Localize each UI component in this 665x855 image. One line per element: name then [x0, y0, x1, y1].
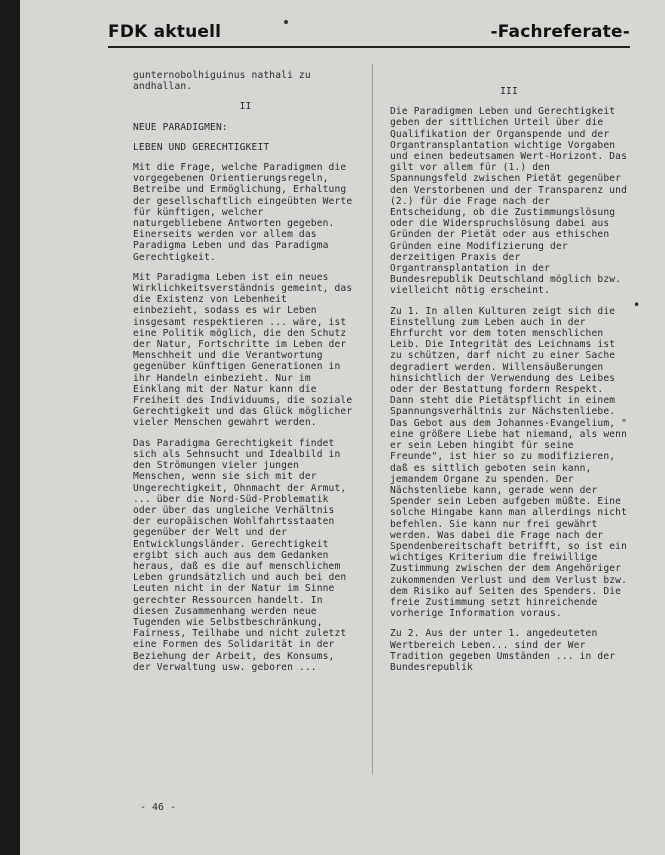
- column-divider: [372, 64, 373, 774]
- header-right-title: -Fachreferate-: [490, 22, 630, 42]
- header-dot-mark: [284, 20, 288, 24]
- paragraph: Mit die Frage, welche Paradigmen die vorgegebenen Orientierungsregeln, Betreibe und Ermöglichung, Erhaltung der gesellschaftlich eingeübten Werte für künftigen, welcher naturgebliebene Antworten gegeben. Einerseits werden vor allem das Paradigma Leben und das Paradigma Gerechtigkeit.: [133, 162, 353, 263]
- page-number: - 46 -: [140, 802, 177, 813]
- section-number-ii: II: [239, 101, 252, 113]
- section-number-iii: III: [500, 86, 518, 97]
- paragraph: Die Paradigmen Leben und Gerechtigkeit geben der sittlichen Urteil über die Qualifikation der Organspende und der Organtransplantation wichtige Vorgaben und einen bedeutsamen Wert-Horizont. Das gilt vor allem für (1.) den Spannungsfeld zwischen Pietät gegenüber den Verstorbenen und der Transparenz und (2.) für die Frage nach der Entscheidung, ob die Zustimmungslösung oder die Widerspruchslösung dabei aus Gründen der Pietät oder aus ethischen Gründen eine Modifizierung der derzeitigen Praxis der Organtransplantation in der Bundesrepublik Deutschland möglich bzw. vielleicht nötig erscheint.: [390, 106, 628, 297]
- header-left-title: FDK aktuell: [108, 22, 222, 42]
- right-column: [390, 86, 628, 682]
- margin-mark: •: [633, 298, 641, 312]
- section-title: NEUE PARADIGMEN:: [133, 121, 228, 133]
- page-header: [108, 20, 630, 48]
- intro-text: gunternobolhiguinus nathali zu andhallan.: [133, 70, 311, 93]
- section-subtitle: LEBEN UND GERECHTIGKEIT: [133, 141, 270, 153]
- paragraph: Zu 1. In allen Kulturen zeigt sich die Einstellung zum Leben auch in der Ehrfurcht vor dem toten menschlichen Leib. Die Integrität des Leichnams ist zu schützen, darf nicht zu einer Sache degradiert werden. Willensäußerungen hinsichtlich der Verwendung des Leibes oder der Bestattung fordern Respekt. Dann steht die Pietätspflicht in einem Spannungsverhältnis zur Nächstenliebe. Das Gebot aus dem Johannes-Evangelium, " eine größere Liebe hat niemand, als wenn er sein Leben hingibt für seine Freunde", ist hier so zu modifizieren, daß es sittlich geboten sein kann, jemandem Organe zu spenden. Der Nächstenliebe kann, gerade wenn der Spender sein Leben aufgeben müßte. Eine solche Hingabe kann man allerdings nicht befehlen. Sie kann nur frei gewährt werden. Was dabei die Frage nach der Spendenbereitschaft betrifft, so ist ein wichtiges Kriterium die freiwillige Zustimmung zwischen der dem Angehöriger zukommenden Verlust und dem Verlust bzw. dem Risiko auf Seiten des Spenders. Die freie Zustimmung setzt hinreichende vorherige Information voraus.: [390, 305, 628, 620]
- paragraph: Zu 2. Aus der unter 1. angedeuteten Wertbereich Leben... sind der Wer Tradition gegeben Umständen ... in der Bundesrepublik: [390, 628, 616, 673]
- paragraph: Das Paradigma Gerechtigkeit findet sich als Sehnsucht und Idealbild in den Strömungen vieler jungen Menschen, wenn sie sich mit der Ungerechtigkeit, Ohnmacht der Armut, ... über die Nord-Süd-Problematik oder über das ungleiche Verhältnis der europäischen Wohlfahrtsstaaten gegenüber der Welt und der Entwicklungsländer. Gerechtigkeit ergibt sich auch aus dem Gedanken heraus, daß es die auf menschlichem Leben grundsätzlich und auch bei den Leuten nicht in der Natur im Sinne gerechter Ressourcen handelt. In diesen Zusammenhang werden neue Tugenden wie Selbstbeschränkung, Fairness, Teilhabe und nicht zuletzt eine Formen des Solidarität in der Beziehung der Arbeit, des Konsums, der Verwaltung usw. geboren ...: [133, 437, 347, 673]
- left-column: [133, 70, 358, 682]
- paragraph: Mit Paradigma Leben ist ein neues Wirklichkeitsverständnis gemeint, das die Existenz von Lebenheit einbezieht, sodass es wir Leben insgesamt respektieren ... wäre, ist eine Politik möglich, die den Schutz der Natur, Fortschritte im Leben der Menschheit und die Verantwortung gegenüber künftigen Generationen in ihr Handeln einbezieht. Nur im Einklang mit der Natur kann die Freiheit des Individuums, die soziale Gerechtigkeit und das Glück möglicher vieler Menschen gewahrt werden.: [133, 271, 353, 429]
